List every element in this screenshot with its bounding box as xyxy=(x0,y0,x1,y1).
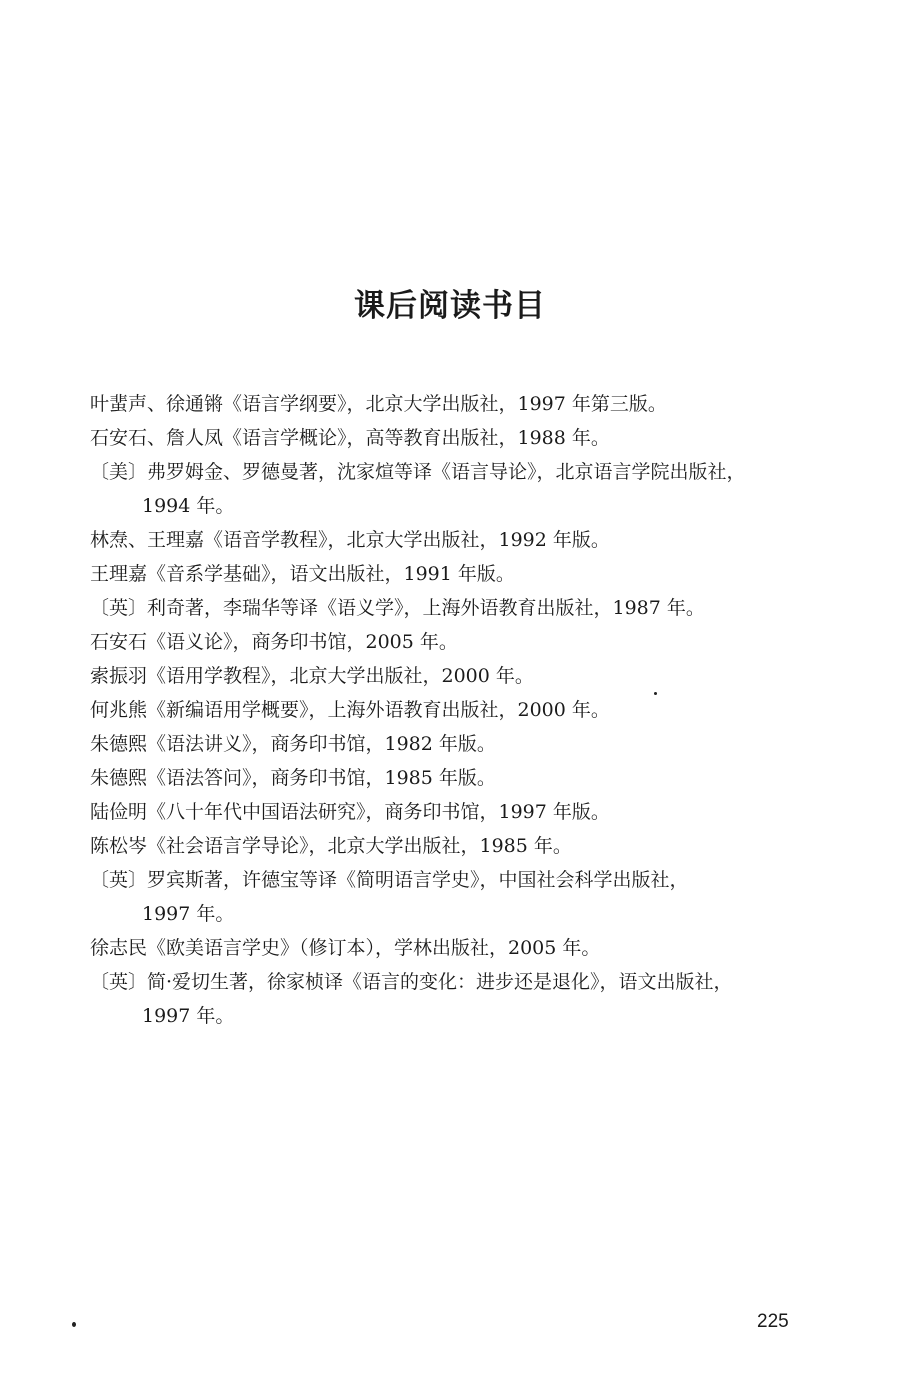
reference-text: 林焘、王理嘉《语音学教程》，北京大学出版社，1992 年版。 xyxy=(90,529,610,551)
reference-text-continuation: 1997 年。 xyxy=(142,1005,235,1027)
reference-item xyxy=(90,557,820,591)
reference-text: 〔英〕罗宾斯著，许德宝等译《简明语言学史》，中国社会科学出版社， xyxy=(90,869,689,891)
reference-text: 索振羽《语用学教程》，北京大学出版社，2000 年。 xyxy=(90,665,534,687)
reference-item xyxy=(90,591,820,625)
reference-item xyxy=(90,829,820,863)
reference-text: 叶蜚声、徐通锵《语言学纲要》，北京大学出版社，1997 年第三版。 xyxy=(90,393,667,415)
reference-text: 王理嘉《音系学基础》，语文出版社，1991 年版。 xyxy=(90,563,515,585)
ink-speck xyxy=(72,1322,76,1327)
reference-item xyxy=(90,863,820,931)
reference-text-continuation: 1997 年。 xyxy=(142,903,235,925)
reference-item xyxy=(90,795,820,829)
reference-item xyxy=(90,625,820,659)
reference-item xyxy=(90,387,820,421)
reference-text: 朱德熙《语法讲义》，商务印书馆，1982 年版。 xyxy=(90,733,496,755)
page-number: 225 xyxy=(757,1311,789,1332)
reference-item xyxy=(90,931,820,965)
reference-text: 何兆熊《新编语用学概要》，上海外语教育出版社，2000 年。 xyxy=(90,699,610,721)
reference-item xyxy=(90,523,820,557)
reference-text: 朱德熙《语法答问》，商务印书馆，1985 年版。 xyxy=(90,767,496,789)
reference-text: 陈松岑《社会语言学导论》，北京大学出版社，1985 年。 xyxy=(90,835,572,857)
reference-item xyxy=(90,727,820,761)
reference-text: 〔美〕弗罗姆金、罗德曼著，沈家煊等译《语言导论》，北京语言学院出版社， xyxy=(90,461,746,483)
reference-item xyxy=(90,965,820,1033)
reference-text: 徐志民《欧美语言学史》（修订本），学林出版社，2005 年。 xyxy=(90,937,601,959)
ink-speck xyxy=(654,692,657,695)
reference-item xyxy=(90,455,820,523)
reference-item xyxy=(90,421,820,455)
reference-item xyxy=(90,693,820,727)
reading-list xyxy=(90,387,820,1033)
page-title: 课后阅读书目 xyxy=(354,288,546,324)
reference-text: 石安石、詹人凤《语言学概论》，高等教育出版社，1988 年。 xyxy=(90,427,610,449)
reference-text: 〔英〕利奇著，李瑞华等译《语义学》，上海外语教育出版社，1987 年。 xyxy=(90,597,705,619)
reference-text: 石安石《语义论》，商务印书馆，2005 年。 xyxy=(90,631,458,653)
reference-text: 〔英〕简·爱切生著，徐家桢译《语言的变化：进步还是退化》，语文出版社， xyxy=(90,971,733,993)
reference-item xyxy=(90,761,820,795)
reference-text: 陆俭明《八十年代中国语法研究》，商务印书馆，1997 年版。 xyxy=(90,801,610,823)
reference-text-continuation: 1994 年。 xyxy=(142,495,235,517)
reference-item xyxy=(90,659,820,693)
